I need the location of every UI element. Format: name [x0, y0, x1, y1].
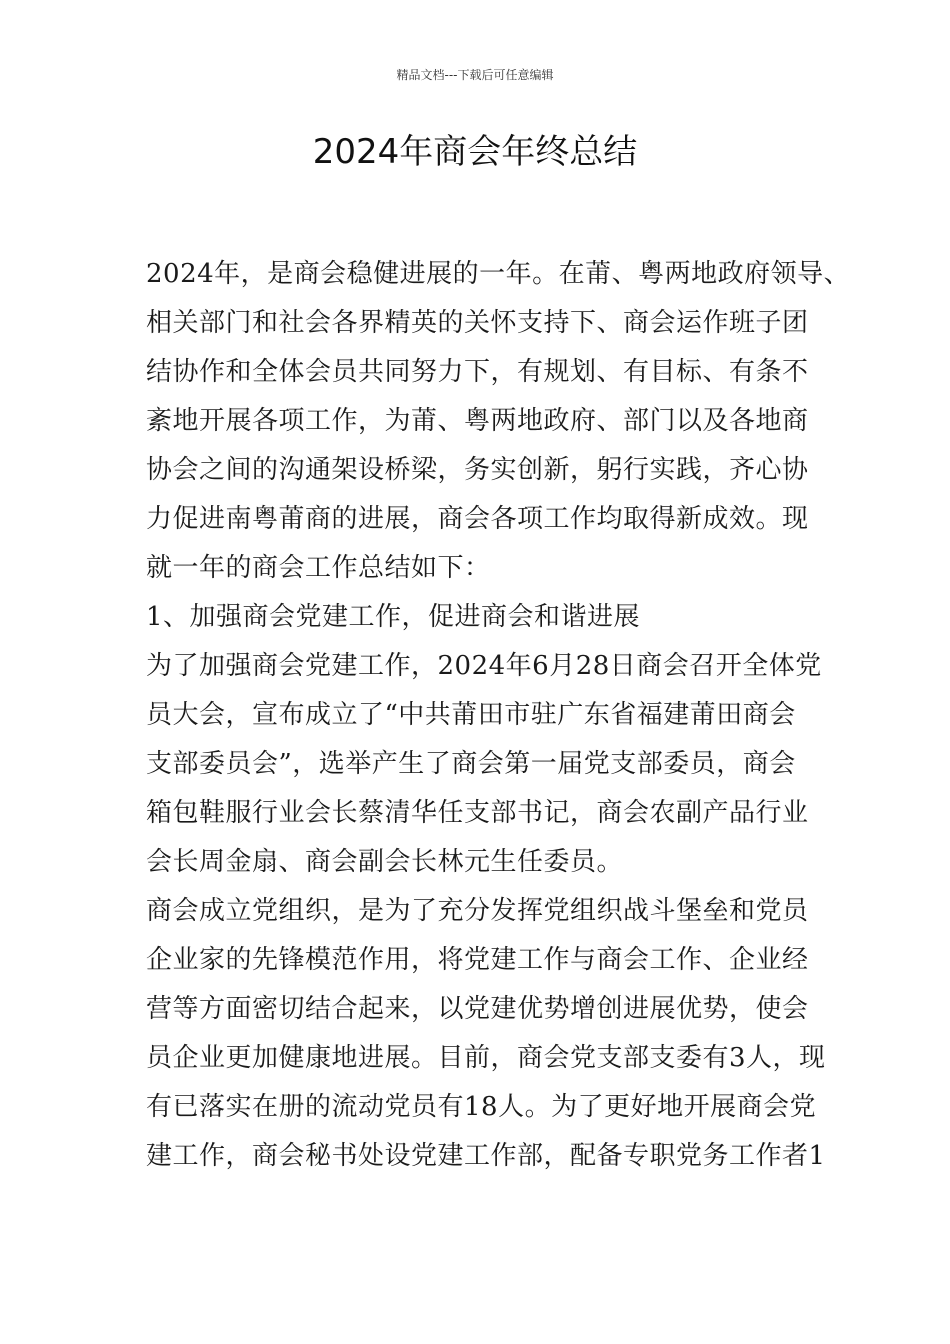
header-note: 精品文档---下载后可任意编辑 — [396, 68, 554, 82]
text-line: 箱包鞋服行业会长蔡清华任支部书记，商会农副产品行业 — [146, 798, 809, 828]
text-line: 支部委员会”，选举产生了商会第一届党支部委员，商会 — [146, 749, 796, 779]
page-title: 2024年商会年终总结 — [312, 132, 638, 172]
text-line: 商会成立党组织，是为了充分发挥党组织战斗堡垒和党员 — [146, 896, 809, 926]
text-line: 建工作，商会秘书处设党建工作部，配备专职党务工作者1 — [146, 1141, 826, 1171]
text-line: 为了加强商会党建工作，2024年6月28日商会召开全体党 — [146, 651, 822, 681]
text-line: 企业家的先锋模范作用，将党建工作与商会工作、企业经 — [146, 945, 809, 975]
body-text — [146, 250, 851, 1181]
text-line: 营等方面密切结合起来，以党建优势增创进展优势，使会 — [146, 994, 809, 1024]
text-line: 力促进南粤莆商的进展，商会各项工作均取得新成效。现 — [146, 504, 809, 534]
text-line: 有已落实在册的流动党员有18人。为了更好地开展商会党 — [146, 1092, 817, 1122]
text-line: 紊地开展各项工作，为莆、粤两地政府、部门以及各地商 — [146, 406, 809, 436]
text-line: 员大会，宣布成立了“中共莆田市驻广东省福建莆田商会 — [146, 700, 796, 730]
text-line: 相关部门和社会各界精英的关怀支持下、商会运作班子团 — [146, 308, 809, 338]
text-line: 就一年的商会工作总结如下： — [146, 553, 491, 583]
text-line: 协会之间的沟通架设桥梁，务实创新，躬行实践，齐心协 — [146, 455, 809, 485]
text-line: 结协作和全体会员共同努力下，有规划、有目标、有条不 — [146, 357, 809, 387]
text-line: 会长周金扇、商会副会长林元生任委员。 — [146, 847, 624, 877]
section-heading: 1、加强商会党建工作，促进商会和谐进展 — [146, 602, 641, 632]
text-line: 2024年，是商会稳健进展的一年。在莆、粤两地政府领导、 — [146, 259, 851, 289]
text-line: 员企业更加健康地进展。目前，商会党支部支委有3人，现 — [146, 1043, 826, 1073]
